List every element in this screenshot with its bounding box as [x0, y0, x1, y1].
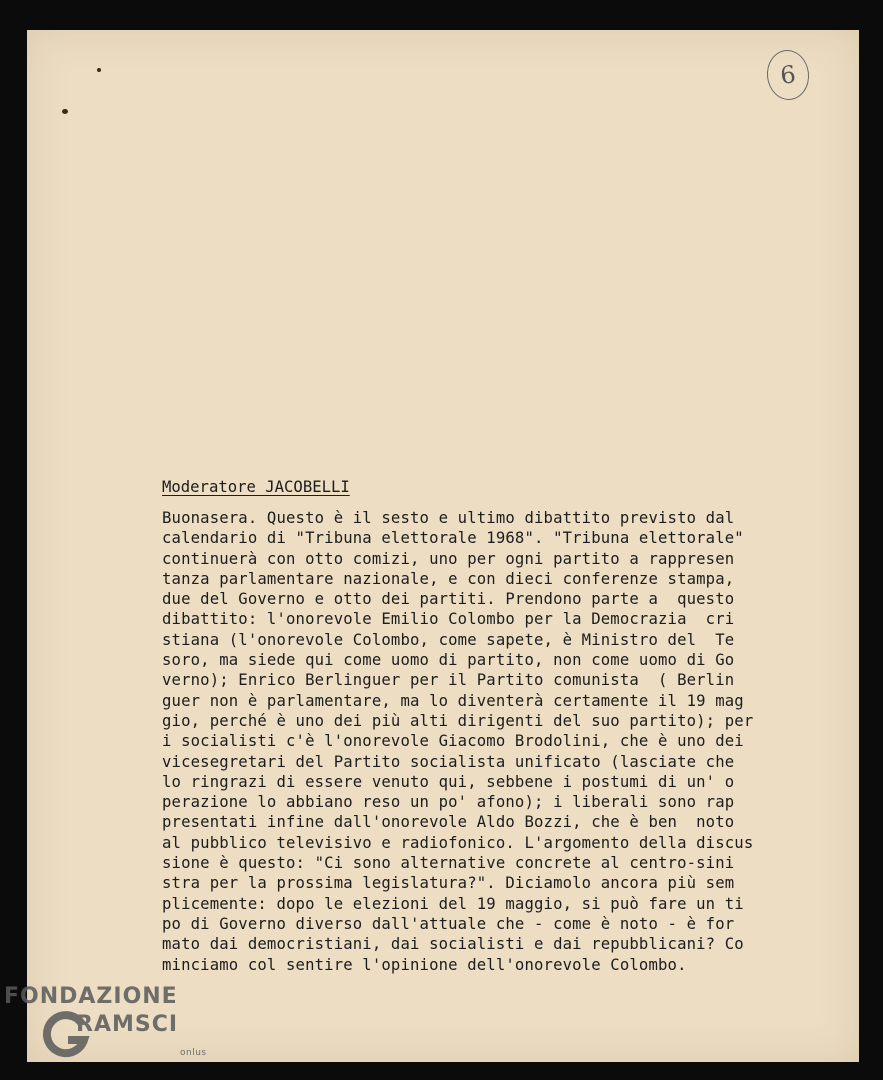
page-number: 6 — [765, 48, 812, 102]
text-line: stiana (l'onorevole Colombo, come sapete, è Ministro del Te — [162, 630, 735, 649]
fondazione-gramsci-watermark — [4, 984, 234, 1074]
watermark-line1: FONDAZIONE — [4, 984, 178, 1009]
text-line: guer non è parlamentare, ma lo diventerà certamente il 19 mag — [162, 691, 744, 710]
text-line: verno); Enrico Berlinguer per il Partito comunista ( Berlin — [162, 671, 735, 690]
text-line: po di Governo diverso dall'attuale che - come è noto - è for — [162, 914, 735, 933]
text-line: continuerà con otto comizi, uno per ogni partito a rappresen — [162, 549, 735, 568]
text-line: plicemente: dopo le elezioni del 19 maggio, si può fare un ti — [162, 894, 744, 913]
speaker-heading: Moderatore JACOBELLI — [162, 478, 350, 496]
text-line: gio, perché è uno dei più alti dirigenti del suo partito); per — [162, 711, 754, 730]
text-line: sione è questo: "Ci sono alternative concrete al centro-sini — [162, 854, 735, 873]
watermark-line2: RAMSCI — [76, 1012, 179, 1037]
text-line: al pubblico televisivo e radiofonico. L'argomento della discus — [162, 833, 754, 852]
text-line: lo ringrazi di essere venuto qui, sebbene i postumi di un' o — [162, 772, 735, 791]
text-line: vicesegretari del Partito socialista unificato (lasciate che — [162, 752, 735, 771]
text-line: i socialisti c'è l'onorevole Giacomo Brodolini, che è uno dei — [162, 732, 744, 751]
text-line: minciamo col sentire l'opinione dell'onorevole Colombo. — [162, 955, 687, 974]
text-line: perazione lo abbiano reso un po' afono); i liberali sono rap — [162, 793, 735, 812]
text-line: Buonasera. Questo è il sesto e ultimo dibattito previsto dal — [162, 509, 735, 527]
transcript-text — [162, 508, 802, 975]
paper-stain — [62, 109, 68, 114]
text-line: stra per la prossima legislatura?". Diciamolo ancora più sem — [162, 874, 735, 893]
text-line: tanza parlamentare nazionale, e con dieci conferenze stampa, — [162, 569, 735, 588]
text-line: presentati infine dall'onorevole Aldo Bozzi, che è ben noto — [162, 813, 735, 832]
text-line: calendario di "Tribuna elettorale 1968". "Tribuna elettorale" — [162, 529, 744, 548]
text-line: due del Governo e otto dei partiti. Prendono parte a questo — [162, 590, 735, 609]
text-line: dibattito: l'onorevole Emilio Colombo per la Democrazia cri — [162, 610, 735, 629]
watermark-line3: onlus — [180, 1048, 207, 1058]
text-line: soro, ma siede qui come uomo di partito, non come uomo di Go — [162, 651, 735, 670]
text-line: mato dai democristiani, dai socialisti e dai repubblicani? Co — [162, 935, 744, 954]
paper-stain — [97, 68, 101, 72]
